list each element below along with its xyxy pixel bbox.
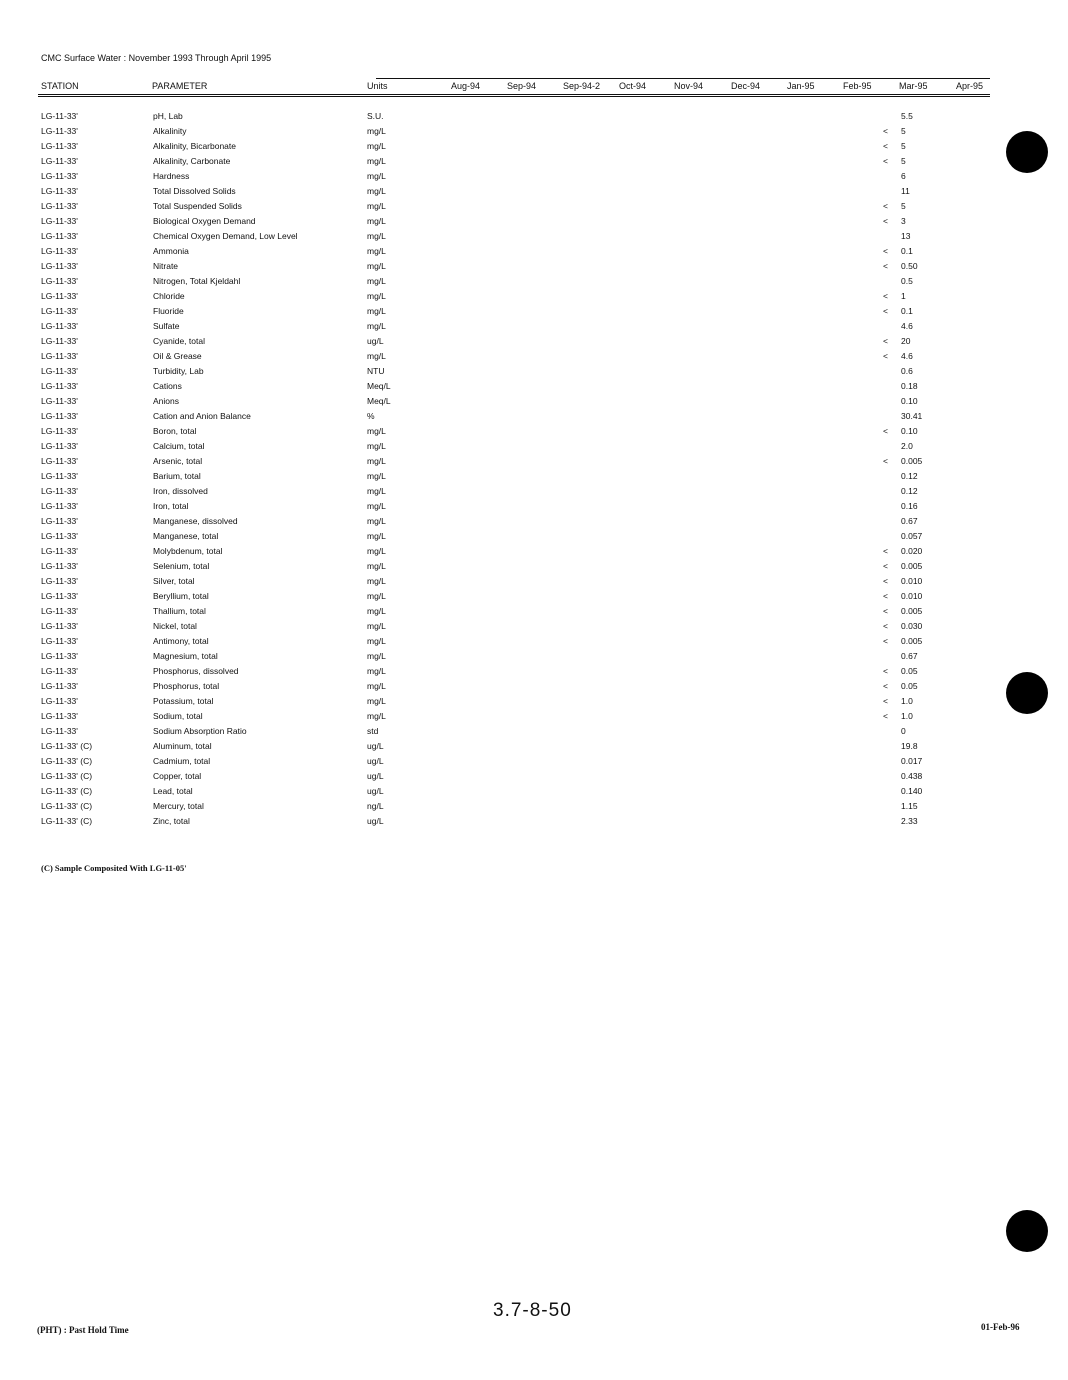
units-cell: ug/L xyxy=(367,741,384,751)
qualifier-cell: < xyxy=(883,606,888,616)
qualifier-cell: < xyxy=(883,711,888,721)
parameter-cell: pH, Lab xyxy=(153,111,183,121)
header-month: Sep-94 xyxy=(507,81,537,91)
mar-95-value-cell: 0.10 xyxy=(901,396,918,406)
qualifier-cell: < xyxy=(883,591,888,601)
station-cell: LG-11-33' (C) xyxy=(41,756,93,766)
parameter-cell: Copper, total xyxy=(153,771,202,781)
station-cell: LG-11-33' xyxy=(41,231,78,241)
station-cell: LG-11-33' xyxy=(41,246,78,256)
table-row xyxy=(0,246,1068,261)
units-cell: mg/L xyxy=(367,261,386,271)
parameter-cell: Turbidity, Lab xyxy=(153,366,204,376)
document-title: CMC Surface Water : November 1993 Through April 1995 xyxy=(41,53,272,63)
parameter-cell: Silver, total xyxy=(153,576,195,586)
qualifier-cell: < xyxy=(883,636,888,646)
table-row xyxy=(0,801,1068,816)
header-month: Apr-95 xyxy=(956,81,984,91)
units-cell: mg/L xyxy=(367,276,386,286)
header-month: Oct-94 xyxy=(619,81,647,91)
mar-95-value-cell: 0 xyxy=(901,726,906,736)
qualifier-cell: < xyxy=(883,456,888,466)
table-row xyxy=(0,111,1068,126)
footnote: (C) Sample Composited With LG-11-05' xyxy=(41,863,187,873)
table-row xyxy=(0,501,1068,516)
station-cell: LG-11-33' xyxy=(41,111,78,121)
table-row xyxy=(0,606,1068,621)
table-row xyxy=(0,636,1068,651)
units-cell: mg/L xyxy=(367,621,386,631)
station-cell: LG-11-33' xyxy=(41,426,78,436)
table-row xyxy=(0,666,1068,681)
units-cell: mg/L xyxy=(367,606,386,616)
units-cell: mg/L xyxy=(367,216,386,226)
mar-95-value-cell: 4.6 xyxy=(901,321,913,331)
mar-95-value-cell: 0.005 xyxy=(901,456,923,466)
units-cell: mg/L xyxy=(367,501,386,511)
units-cell: mg/L xyxy=(367,231,386,241)
station-cell: LG-11-33' xyxy=(41,201,78,211)
table-row xyxy=(0,471,1068,486)
parameter-cell: Phosphorus, total xyxy=(153,681,220,691)
qualifier-cell: < xyxy=(883,621,888,631)
table-row xyxy=(0,291,1068,306)
mar-95-value-cell: 4.6 xyxy=(901,351,913,361)
parameter-cell: Iron, total xyxy=(153,501,189,511)
units-cell: mg/L xyxy=(367,426,386,436)
header-month: Feb-95 xyxy=(843,81,872,91)
mar-95-value-cell: 0.1 xyxy=(901,306,913,316)
station-cell: LG-11-33' xyxy=(41,726,78,736)
units-cell: mg/L xyxy=(367,351,386,361)
header-station: STATION xyxy=(41,81,79,91)
mar-95-value-cell: 0.005 xyxy=(901,561,923,571)
table-row xyxy=(0,456,1068,471)
units-cell: mg/L xyxy=(367,591,386,601)
table-row xyxy=(0,696,1068,711)
mar-95-value-cell: 3 xyxy=(901,216,906,226)
mar-95-value-cell: 19.8 xyxy=(901,741,918,751)
qualifier-cell: < xyxy=(883,201,888,211)
units-cell: mg/L xyxy=(367,441,386,451)
mar-95-value-cell: 5 xyxy=(901,126,906,136)
parameter-cell: Barium, total xyxy=(153,471,201,481)
binder-hole-icon xyxy=(1006,131,1048,173)
units-cell: mg/L xyxy=(367,321,386,331)
table-row xyxy=(0,441,1068,456)
mar-95-value-cell: 0.12 xyxy=(901,471,918,481)
mar-95-value-cell: 2.33 xyxy=(901,816,918,826)
station-cell: LG-11-33' xyxy=(41,501,78,511)
mar-95-value-cell: 5 xyxy=(901,201,906,211)
parameter-cell: Sodium, total xyxy=(153,711,203,721)
units-cell: mg/L xyxy=(367,246,386,256)
station-cell: LG-11-33' xyxy=(41,561,78,571)
station-cell: LG-11-33' xyxy=(41,531,78,541)
mar-95-value-cell: 0.010 xyxy=(901,576,923,586)
parameter-cell: Potassium, total xyxy=(153,696,214,706)
parameter-cell: Alkalinity, Carbonate xyxy=(153,156,231,166)
table-row xyxy=(0,651,1068,666)
mar-95-value-cell: 0.1 xyxy=(901,246,913,256)
parameter-cell: Molybdenum, total xyxy=(153,546,223,556)
parameter-cell: Sodium Absorption Ratio xyxy=(153,726,247,736)
header-month: Dec-94 xyxy=(731,81,761,91)
footer-legend: (PHT) : Past Hold Time xyxy=(37,1325,129,1335)
binder-hole-icon xyxy=(1006,672,1048,714)
mar-95-value-cell: 0.6 xyxy=(901,366,913,376)
station-cell: LG-11-33' xyxy=(41,336,78,346)
units-cell: mg/L xyxy=(367,636,386,646)
units-cell: ug/L xyxy=(367,336,384,346)
units-cell: mg/L xyxy=(367,456,386,466)
table-row xyxy=(0,726,1068,741)
header-bottom-rule xyxy=(38,94,990,95)
units-cell: mg/L xyxy=(367,531,386,541)
header-month: Jan-95 xyxy=(787,81,815,91)
table-row xyxy=(0,591,1068,606)
station-cell: LG-11-33' xyxy=(41,366,78,376)
station-cell: LG-11-33' xyxy=(41,636,78,646)
station-cell: LG-11-33' xyxy=(41,171,78,181)
units-cell: mg/L xyxy=(367,306,386,316)
table-row xyxy=(0,621,1068,636)
station-cell: LG-11-33' xyxy=(41,441,78,451)
units-cell: mg/L xyxy=(367,516,386,526)
station-cell: LG-11-33' xyxy=(41,456,78,466)
table-row xyxy=(0,711,1068,726)
station-cell: LG-11-33' xyxy=(41,216,78,226)
station-cell: LG-11-33' xyxy=(41,621,78,631)
station-cell: LG-11-33' xyxy=(41,186,78,196)
units-cell: Meq/L xyxy=(367,381,391,391)
units-cell: NTU xyxy=(367,366,385,376)
table-row xyxy=(0,741,1068,756)
mar-95-value-cell: 11 xyxy=(901,186,910,196)
station-cell: LG-11-33' xyxy=(41,696,78,706)
parameter-cell: Fluoride xyxy=(153,306,184,316)
table-row xyxy=(0,771,1068,786)
table-row xyxy=(0,156,1068,171)
parameter-cell: Ammonia xyxy=(153,246,189,256)
table-row xyxy=(0,231,1068,246)
parameter-cell: Beryllium, total xyxy=(153,591,209,601)
mar-95-value-cell: 0.50 xyxy=(901,261,918,271)
units-cell: Meq/L xyxy=(367,396,391,406)
mar-95-value-cell: 20 xyxy=(901,336,911,346)
qualifier-cell: < xyxy=(883,126,888,136)
mar-95-value-cell: 0.005 xyxy=(901,636,923,646)
units-cell: mg/L xyxy=(367,651,386,661)
qualifier-cell: < xyxy=(883,246,888,256)
table-row xyxy=(0,516,1068,531)
table-row xyxy=(0,426,1068,441)
table-row xyxy=(0,306,1068,321)
table-row xyxy=(0,411,1068,426)
station-cell: LG-11-33' (C) xyxy=(41,801,93,811)
station-cell: LG-11-33' xyxy=(41,291,78,301)
station-cell: LG-11-33' xyxy=(41,471,78,481)
station-cell: LG-11-33' (C) xyxy=(41,741,93,751)
qualifier-cell: < xyxy=(883,546,888,556)
units-cell: mg/L xyxy=(367,201,386,211)
table-row xyxy=(0,276,1068,291)
table-row xyxy=(0,201,1068,216)
parameter-cell: Boron, total xyxy=(153,426,197,436)
parameter-cell: Calcium, total xyxy=(153,441,205,451)
units-cell: mg/L xyxy=(367,291,386,301)
mar-95-value-cell: 1.0 xyxy=(901,696,913,706)
mar-95-value-cell: 5 xyxy=(901,156,906,166)
units-cell: mg/L xyxy=(367,576,386,586)
mar-95-value-cell: 1 xyxy=(901,291,906,301)
station-cell: LG-11-33' xyxy=(41,591,78,601)
units-cell: mg/L xyxy=(367,156,386,166)
mar-95-value-cell: 0.030 xyxy=(901,621,923,631)
footer-date: 01-Feb-96 xyxy=(981,1322,1020,1332)
mar-95-value-cell: 0.5 xyxy=(901,276,913,286)
table-row xyxy=(0,366,1068,381)
units-cell: ng/L xyxy=(367,801,384,811)
parameter-cell: Iron, dissolved xyxy=(153,486,208,496)
parameter-cell: Oil & Grease xyxy=(153,351,202,361)
parameter-cell: Arsenic, total xyxy=(153,456,203,466)
units-cell: mg/L xyxy=(367,126,386,136)
header-top-rule xyxy=(376,78,990,79)
mar-95-value-cell: 0.67 xyxy=(901,651,918,661)
parameter-cell: Magnesium, total xyxy=(153,651,218,661)
units-cell: mg/L xyxy=(367,546,386,556)
mar-95-value-cell: 1.0 xyxy=(901,711,913,721)
units-cell: mg/L xyxy=(367,666,386,676)
parameter-cell: Zinc, total xyxy=(153,816,190,826)
units-cell: mg/L xyxy=(367,186,386,196)
station-cell: LG-11-33' xyxy=(41,261,78,271)
header-parameter: PARAMETER xyxy=(152,81,208,91)
parameter-cell: Chemical Oxygen Demand, Low Level xyxy=(153,231,298,241)
station-cell: LG-11-33' xyxy=(41,321,78,331)
mar-95-value-cell: 0.05 xyxy=(901,666,918,676)
parameter-cell: Hardness xyxy=(153,171,190,181)
mar-95-value-cell: 1.15 xyxy=(901,801,918,811)
table-row xyxy=(0,171,1068,186)
station-cell: LG-11-33' xyxy=(41,156,78,166)
mar-95-value-cell: 0.10 xyxy=(901,426,918,436)
table-row xyxy=(0,126,1068,141)
table-row xyxy=(0,351,1068,366)
qualifier-cell: < xyxy=(883,336,888,346)
table-row xyxy=(0,321,1068,336)
table-row xyxy=(0,141,1068,156)
mar-95-value-cell: 5 xyxy=(901,141,906,151)
mar-95-value-cell: 0.057 xyxy=(901,531,923,541)
units-cell: mg/L xyxy=(367,696,386,706)
units-cell: % xyxy=(367,411,375,421)
station-cell: LG-11-33' (C) xyxy=(41,786,93,796)
station-cell: LG-11-33' xyxy=(41,276,78,286)
table-row xyxy=(0,261,1068,276)
parameter-cell: Mercury, total xyxy=(153,801,204,811)
units-cell: S.U. xyxy=(367,111,384,121)
table-row xyxy=(0,786,1068,801)
mar-95-value-cell: 0.67 xyxy=(901,516,918,526)
units-cell: ug/L xyxy=(367,816,384,826)
station-cell: LG-11-33' xyxy=(41,576,78,586)
mar-95-value-cell: 0.18 xyxy=(901,381,918,391)
station-cell: LG-11-33' xyxy=(41,516,78,526)
units-cell: mg/L xyxy=(367,171,386,181)
units-cell: ug/L xyxy=(367,771,384,781)
mar-95-value-cell: 0.020 xyxy=(901,546,923,556)
station-cell: LG-11-33' (C) xyxy=(41,771,93,781)
qualifier-cell: < xyxy=(883,426,888,436)
qualifier-cell: < xyxy=(883,576,888,586)
parameter-cell: Thallium, total xyxy=(153,606,206,616)
units-cell: mg/L xyxy=(367,486,386,496)
parameter-cell: Aluminum, total xyxy=(153,741,212,751)
station-cell: LG-11-33' xyxy=(41,351,78,361)
qualifier-cell: < xyxy=(883,216,888,226)
parameter-cell: Lead, total xyxy=(153,786,193,796)
table-row xyxy=(0,396,1068,411)
units-cell: mg/L xyxy=(367,681,386,691)
page-number: 3.7-8-50 xyxy=(493,1300,572,1321)
table-row xyxy=(0,756,1068,771)
parameter-cell: Alkalinity xyxy=(153,126,187,136)
header-units: Units xyxy=(367,81,388,91)
station-cell: LG-11-33' xyxy=(41,666,78,676)
header-month: Nov-94 xyxy=(674,81,704,91)
qualifier-cell: < xyxy=(883,696,888,706)
units-cell: mg/L xyxy=(367,141,386,151)
qualifier-cell: < xyxy=(883,666,888,676)
parameter-cell: Cation and Anion Balance xyxy=(153,411,251,421)
table-row xyxy=(0,576,1068,591)
station-cell: LG-11-33' xyxy=(41,396,78,406)
data-table-body xyxy=(0,111,1068,831)
table-header xyxy=(0,81,1068,95)
table-row xyxy=(0,531,1068,546)
table-row xyxy=(0,486,1068,501)
parameter-cell: Anions xyxy=(153,396,179,406)
table-row xyxy=(0,381,1068,396)
mar-95-value-cell: 5.5 xyxy=(901,111,913,121)
parameter-cell: Total Suspended Solids xyxy=(153,201,242,211)
parameter-cell: Manganese, total xyxy=(153,531,219,541)
parameter-cell: Phosphorus, dissolved xyxy=(153,666,239,676)
units-cell: mg/L xyxy=(367,471,386,481)
station-cell: LG-11-33' xyxy=(41,711,78,721)
parameter-cell: Chloride xyxy=(153,291,185,301)
table-row xyxy=(0,816,1068,831)
table-row xyxy=(0,186,1068,201)
station-cell: LG-11-33' xyxy=(41,546,78,556)
station-cell: LG-11-33' (C) xyxy=(41,816,93,826)
parameter-cell: Selenium, total xyxy=(153,561,210,571)
qualifier-cell: < xyxy=(883,141,888,151)
parameter-cell: Sulfate xyxy=(153,321,180,331)
parameter-cell: Manganese, dissolved xyxy=(153,516,238,526)
station-cell: LG-11-33' xyxy=(41,126,78,136)
header-month: Mar-95 xyxy=(899,81,928,91)
table-row xyxy=(0,681,1068,696)
units-cell: mg/L xyxy=(367,561,386,571)
parameter-cell: Cyanide, total xyxy=(153,336,205,346)
mar-95-value-cell: 30.41 xyxy=(901,411,923,421)
mar-95-value-cell: 0.12 xyxy=(901,486,918,496)
qualifier-cell: < xyxy=(883,561,888,571)
table-row xyxy=(0,216,1068,231)
qualifier-cell: < xyxy=(883,291,888,301)
header-bottom-rule-double xyxy=(38,96,990,97)
table-row xyxy=(0,336,1068,351)
parameter-cell: Antimony, total xyxy=(153,636,209,646)
mar-95-value-cell: 0.140 xyxy=(901,786,923,796)
table-row xyxy=(0,561,1068,576)
binder-hole-icon xyxy=(1006,1210,1048,1252)
mar-95-value-cell: 13 xyxy=(901,231,911,241)
units-cell: std xyxy=(367,726,379,736)
parameter-cell: Cadmium, total xyxy=(153,756,211,766)
parameter-cell: Biological Oxygen Demand xyxy=(153,216,256,226)
station-cell: LG-11-33' xyxy=(41,411,78,421)
parameter-cell: Nitrogen, Total Kjeldahl xyxy=(153,276,241,286)
parameter-cell: Alkalinity, Bicarbonate xyxy=(153,141,236,151)
station-cell: LG-11-33' xyxy=(41,651,78,661)
qualifier-cell: < xyxy=(883,306,888,316)
header-month: Aug-94 xyxy=(451,81,481,91)
station-cell: LG-11-33' xyxy=(41,381,78,391)
qualifier-cell: < xyxy=(883,156,888,166)
mar-95-value-cell: 2.0 xyxy=(901,441,913,451)
units-cell: ug/L xyxy=(367,786,384,796)
mar-95-value-cell: 0.017 xyxy=(901,756,923,766)
units-cell: mg/L xyxy=(367,711,386,721)
mar-95-value-cell: 0.438 xyxy=(901,771,923,781)
qualifier-cell: < xyxy=(883,351,888,361)
mar-95-value-cell: 0.05 xyxy=(901,681,918,691)
header-month: Sep-94-2 xyxy=(563,81,601,91)
parameter-cell: Nitrate xyxy=(153,261,179,271)
station-cell: LG-11-33' xyxy=(41,306,78,316)
parameter-cell: Nickel, total xyxy=(153,621,197,631)
mar-95-value-cell: 0.16 xyxy=(901,501,918,511)
table-row xyxy=(0,546,1068,561)
qualifier-cell: < xyxy=(883,261,888,271)
mar-95-value-cell: 0.010 xyxy=(901,591,923,601)
station-cell: LG-11-33' xyxy=(41,681,78,691)
qualifier-cell: < xyxy=(883,681,888,691)
parameter-cell: Cations xyxy=(153,381,182,391)
station-cell: LG-11-33' xyxy=(41,141,78,151)
station-cell: LG-11-33' xyxy=(41,606,78,616)
units-cell: ug/L xyxy=(367,756,384,766)
parameter-cell: Total Dissolved Solids xyxy=(153,186,236,196)
mar-95-value-cell: 0.005 xyxy=(901,606,923,616)
station-cell: LG-11-33' xyxy=(41,486,78,496)
mar-95-value-cell: 6 xyxy=(901,171,906,181)
